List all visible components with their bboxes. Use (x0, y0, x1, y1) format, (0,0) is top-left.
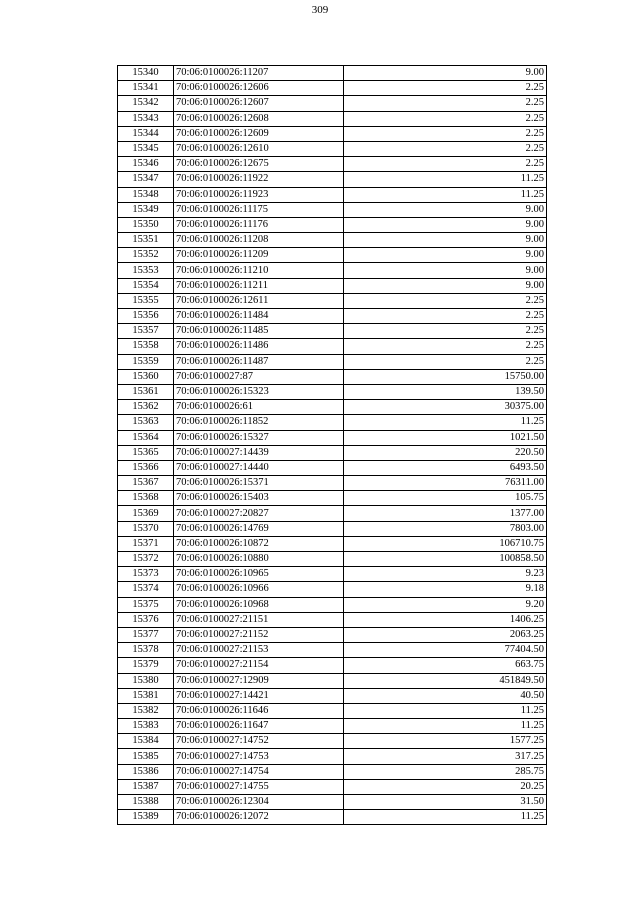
table-row (118, 415, 547, 430)
value-cell: 1377.00 (344, 506, 547, 521)
table-row (118, 491, 547, 506)
cadastral-number-cell: 70:06:0100026:10966 (174, 582, 344, 597)
value-cell: 9.00 (344, 202, 547, 217)
cadastral-number-cell: 70:06:0100026:11210 (174, 263, 344, 278)
cadastral-number-cell: 70:06:0100026:10880 (174, 552, 344, 567)
value-cell: 220.50 (344, 445, 547, 460)
value-cell: 11.25 (344, 172, 547, 187)
table-row (118, 612, 547, 627)
value-cell: 9.00 (344, 233, 547, 248)
row-number-cell: 15347 (118, 172, 174, 187)
value-cell: 2063.25 (344, 627, 547, 642)
row-number-cell: 15350 (118, 217, 174, 232)
row-number-cell: 15366 (118, 460, 174, 475)
cadastral-number-cell: 70:06:0100026:12608 (174, 111, 344, 126)
row-number-cell: 15385 (118, 749, 174, 764)
row-number-cell: 15343 (118, 111, 174, 126)
table-row (118, 278, 547, 293)
cadastral-number-cell: 70:06:0100027:14421 (174, 688, 344, 703)
value-cell: 105.75 (344, 491, 547, 506)
table-row (118, 643, 547, 658)
row-number-cell: 15346 (118, 157, 174, 172)
table-row (118, 384, 547, 399)
value-cell: 6493.50 (344, 460, 547, 475)
row-number-cell: 15345 (118, 141, 174, 156)
value-cell: 40.50 (344, 688, 547, 703)
cadastral-number-cell: 70:06:0100026:15323 (174, 384, 344, 399)
row-number-cell: 15364 (118, 430, 174, 445)
table-row (118, 66, 547, 81)
cadastral-number-cell: 70:06:0100026:11176 (174, 217, 344, 232)
table-row (118, 688, 547, 703)
cadastral-number-cell: 70:06:0100026:15371 (174, 476, 344, 491)
table-row (118, 460, 547, 475)
value-cell: 1021.50 (344, 430, 547, 445)
table-row (118, 263, 547, 278)
cadastral-table (117, 65, 547, 825)
cadastral-number-cell: 70:06:0100026:11484 (174, 309, 344, 324)
table-row (118, 764, 547, 779)
row-number-cell: 15376 (118, 612, 174, 627)
cadastral-number-cell: 70:06:0100027:12909 (174, 673, 344, 688)
row-number-cell: 15382 (118, 703, 174, 718)
table-row (118, 126, 547, 141)
value-cell: 9.18 (344, 582, 547, 597)
row-number-cell: 15342 (118, 96, 174, 111)
table-row (118, 536, 547, 551)
cadastral-number-cell: 70:06:0100026:11646 (174, 703, 344, 718)
value-cell: 1577.25 (344, 734, 547, 749)
table-row (118, 795, 547, 810)
row-number-cell: 15358 (118, 339, 174, 354)
cadastral-number-cell: 70:06:0100026:12606 (174, 81, 344, 96)
row-number-cell: 15388 (118, 795, 174, 810)
cadastral-number-cell: 70:06:0100027:14754 (174, 764, 344, 779)
cadastral-number-cell: 70:06:0100026:11487 (174, 354, 344, 369)
value-cell: 139.50 (344, 384, 547, 399)
value-cell: 11.25 (344, 810, 547, 825)
value-cell: 2.25 (344, 81, 547, 96)
table-row (118, 324, 547, 339)
row-number-cell: 15354 (118, 278, 174, 293)
row-number-cell: 15360 (118, 369, 174, 384)
row-number-cell: 15372 (118, 552, 174, 567)
table-body (118, 66, 547, 825)
cadastral-number-cell: 70:06:0100026:10965 (174, 567, 344, 582)
value-cell: 76311.00 (344, 476, 547, 491)
value-cell: 15750.00 (344, 369, 547, 384)
cadastral-number-cell: 70:06:0100026:10968 (174, 597, 344, 612)
value-cell: 663.75 (344, 658, 547, 673)
cadastral-number-cell: 70:06:0100027:21153 (174, 643, 344, 658)
row-number-cell: 15355 (118, 293, 174, 308)
cadastral-number-cell: 70:06:0100026:12610 (174, 141, 344, 156)
cadastral-number-cell: 70:06:0100026:11647 (174, 719, 344, 734)
table-row (118, 552, 547, 567)
table-row (118, 369, 547, 384)
table-row (118, 233, 547, 248)
row-number-cell: 15349 (118, 202, 174, 217)
row-number-cell: 15377 (118, 627, 174, 642)
table-row (118, 673, 547, 688)
value-cell: 2.25 (344, 96, 547, 111)
value-cell: 9.00 (344, 66, 547, 81)
row-number-cell: 15344 (118, 126, 174, 141)
row-number-cell: 15363 (118, 415, 174, 430)
value-cell: 2.25 (344, 111, 547, 126)
cadastral-number-cell: 70:06:0100027:21152 (174, 627, 344, 642)
cadastral-number-cell: 70:06:0100026:14769 (174, 521, 344, 536)
row-number-cell: 15362 (118, 400, 174, 415)
row-number-cell: 15353 (118, 263, 174, 278)
value-cell: 30375.00 (344, 400, 547, 415)
row-number-cell: 15375 (118, 597, 174, 612)
table-row (118, 217, 547, 232)
cadastral-number-cell: 70:06:0100026:11211 (174, 278, 344, 293)
value-cell: 2.25 (344, 293, 547, 308)
cadastral-number-cell: 70:06:0100026:12675 (174, 157, 344, 172)
row-number-cell: 15352 (118, 248, 174, 263)
cadastral-number-cell: 70:06:0100026:12611 (174, 293, 344, 308)
table-row (118, 96, 547, 111)
row-number-cell: 15371 (118, 536, 174, 551)
value-cell: 9.00 (344, 248, 547, 263)
table-row (118, 658, 547, 673)
value-cell: 9.00 (344, 217, 547, 232)
row-number-cell: 15361 (118, 384, 174, 399)
value-cell: 11.25 (344, 703, 547, 718)
cadastral-number-cell: 70:06:0100026:12072 (174, 810, 344, 825)
cadastral-number-cell: 70:06:0100026:10872 (174, 536, 344, 551)
cadastral-number-cell: 70:06:0100027:21154 (174, 658, 344, 673)
cadastral-number-cell: 70:06:0100026:11485 (174, 324, 344, 339)
table-row (118, 597, 547, 612)
value-cell: 11.25 (344, 719, 547, 734)
table-row (118, 506, 547, 521)
row-number-cell: 15369 (118, 506, 174, 521)
cadastral-number-cell: 70:06:0100026:11922 (174, 172, 344, 187)
row-number-cell: 15379 (118, 658, 174, 673)
row-number-cell: 15357 (118, 324, 174, 339)
table-row (118, 430, 547, 445)
cadastral-number-cell: 70:06:0100026:15403 (174, 491, 344, 506)
cadastral-number-cell: 70:06:0100027:21151 (174, 612, 344, 627)
table-row (118, 582, 547, 597)
table-row (118, 703, 547, 718)
table-row (118, 476, 547, 491)
table-row (118, 157, 547, 172)
value-cell: 2.25 (344, 339, 547, 354)
cadastral-number-cell: 70:06:0100026:11208 (174, 233, 344, 248)
value-cell: 100858.50 (344, 552, 547, 567)
value-cell: 285.75 (344, 764, 547, 779)
row-number-cell: 15380 (118, 673, 174, 688)
cadastral-number-cell: 70:06:0100026:11209 (174, 248, 344, 263)
cadastral-number-cell: 70:06:0100026:11923 (174, 187, 344, 202)
table-row (118, 202, 547, 217)
cadastral-number-cell: 70:06:0100026:11486 (174, 339, 344, 354)
row-number-cell: 15384 (118, 734, 174, 749)
value-cell: 77404.50 (344, 643, 547, 658)
table-row (118, 354, 547, 369)
cadastral-number-cell: 70:06:0100026:15327 (174, 430, 344, 445)
value-cell: 2.25 (344, 324, 547, 339)
value-cell: 1406.25 (344, 612, 547, 627)
cadastral-number-cell: 70:06:0100027:20827 (174, 506, 344, 521)
table-row (118, 749, 547, 764)
table-row (118, 810, 547, 825)
value-cell: 7803.00 (344, 521, 547, 536)
table-row (118, 248, 547, 263)
row-number-cell: 15378 (118, 643, 174, 658)
cadastral-number-cell: 70:06:0100026:11207 (174, 66, 344, 81)
table-row (118, 400, 547, 415)
row-number-cell: 15389 (118, 810, 174, 825)
cadastral-number-cell: 70:06:0100026:11175 (174, 202, 344, 217)
value-cell: 451849.50 (344, 673, 547, 688)
cadastral-number-cell: 70:06:0100026:12607 (174, 96, 344, 111)
cadastral-number-cell: 70:06:0100026:11852 (174, 415, 344, 430)
value-cell: 11.25 (344, 187, 547, 202)
row-number-cell: 15365 (118, 445, 174, 460)
row-number-cell: 15370 (118, 521, 174, 536)
page-number: 309 (311, 4, 329, 16)
table-row (118, 141, 547, 156)
cadastral-number-cell: 70:06:0100027:14753 (174, 749, 344, 764)
value-cell: 9.00 (344, 263, 547, 278)
row-number-cell: 15387 (118, 779, 174, 794)
row-number-cell: 15351 (118, 233, 174, 248)
value-cell: 2.25 (344, 141, 547, 156)
table-row (118, 187, 547, 202)
value-cell: 106710.75 (344, 536, 547, 551)
table-row (118, 293, 547, 308)
table-row (118, 81, 547, 96)
cadastral-number-cell: 70:06:0100026:61 (174, 400, 344, 415)
table-row (118, 111, 547, 126)
table-row (118, 309, 547, 324)
table-row (118, 172, 547, 187)
cadastral-number-cell: 70:06:0100027:14439 (174, 445, 344, 460)
row-number-cell: 15341 (118, 81, 174, 96)
table-row (118, 567, 547, 582)
row-number-cell: 15359 (118, 354, 174, 369)
row-number-cell: 15383 (118, 719, 174, 734)
row-number-cell: 15374 (118, 582, 174, 597)
row-number-cell: 15348 (118, 187, 174, 202)
value-cell: 2.25 (344, 354, 547, 369)
table-row (118, 521, 547, 536)
value-cell: 2.25 (344, 126, 547, 141)
table-row (118, 734, 547, 749)
value-cell: 9.20 (344, 597, 547, 612)
value-cell: 9.23 (344, 567, 547, 582)
value-cell: 317.25 (344, 749, 547, 764)
cadastral-number-cell: 70:06:0100027:14440 (174, 460, 344, 475)
row-number-cell: 15381 (118, 688, 174, 703)
row-number-cell: 15340 (118, 66, 174, 81)
cadastral-number-cell: 70:06:0100027:14752 (174, 734, 344, 749)
row-number-cell: 15367 (118, 476, 174, 491)
value-cell: 9.00 (344, 278, 547, 293)
cadastral-number-cell: 70:06:0100027:87 (174, 369, 344, 384)
table-row (118, 627, 547, 642)
table-row (118, 779, 547, 794)
row-number-cell: 15386 (118, 764, 174, 779)
cadastral-number-cell: 70:06:0100026:12609 (174, 126, 344, 141)
value-cell: 11.25 (344, 415, 547, 430)
value-cell: 2.25 (344, 309, 547, 324)
row-number-cell: 15373 (118, 567, 174, 582)
table-row (118, 339, 547, 354)
table-row (118, 719, 547, 734)
row-number-cell: 15368 (118, 491, 174, 506)
table-row (118, 445, 547, 460)
value-cell: 20.25 (344, 779, 547, 794)
cadastral-number-cell: 70:06:0100027:14755 (174, 779, 344, 794)
value-cell: 31.50 (344, 795, 547, 810)
cadastral-number-cell: 70:06:0100026:12304 (174, 795, 344, 810)
value-cell: 2.25 (344, 157, 547, 172)
row-number-cell: 15356 (118, 309, 174, 324)
